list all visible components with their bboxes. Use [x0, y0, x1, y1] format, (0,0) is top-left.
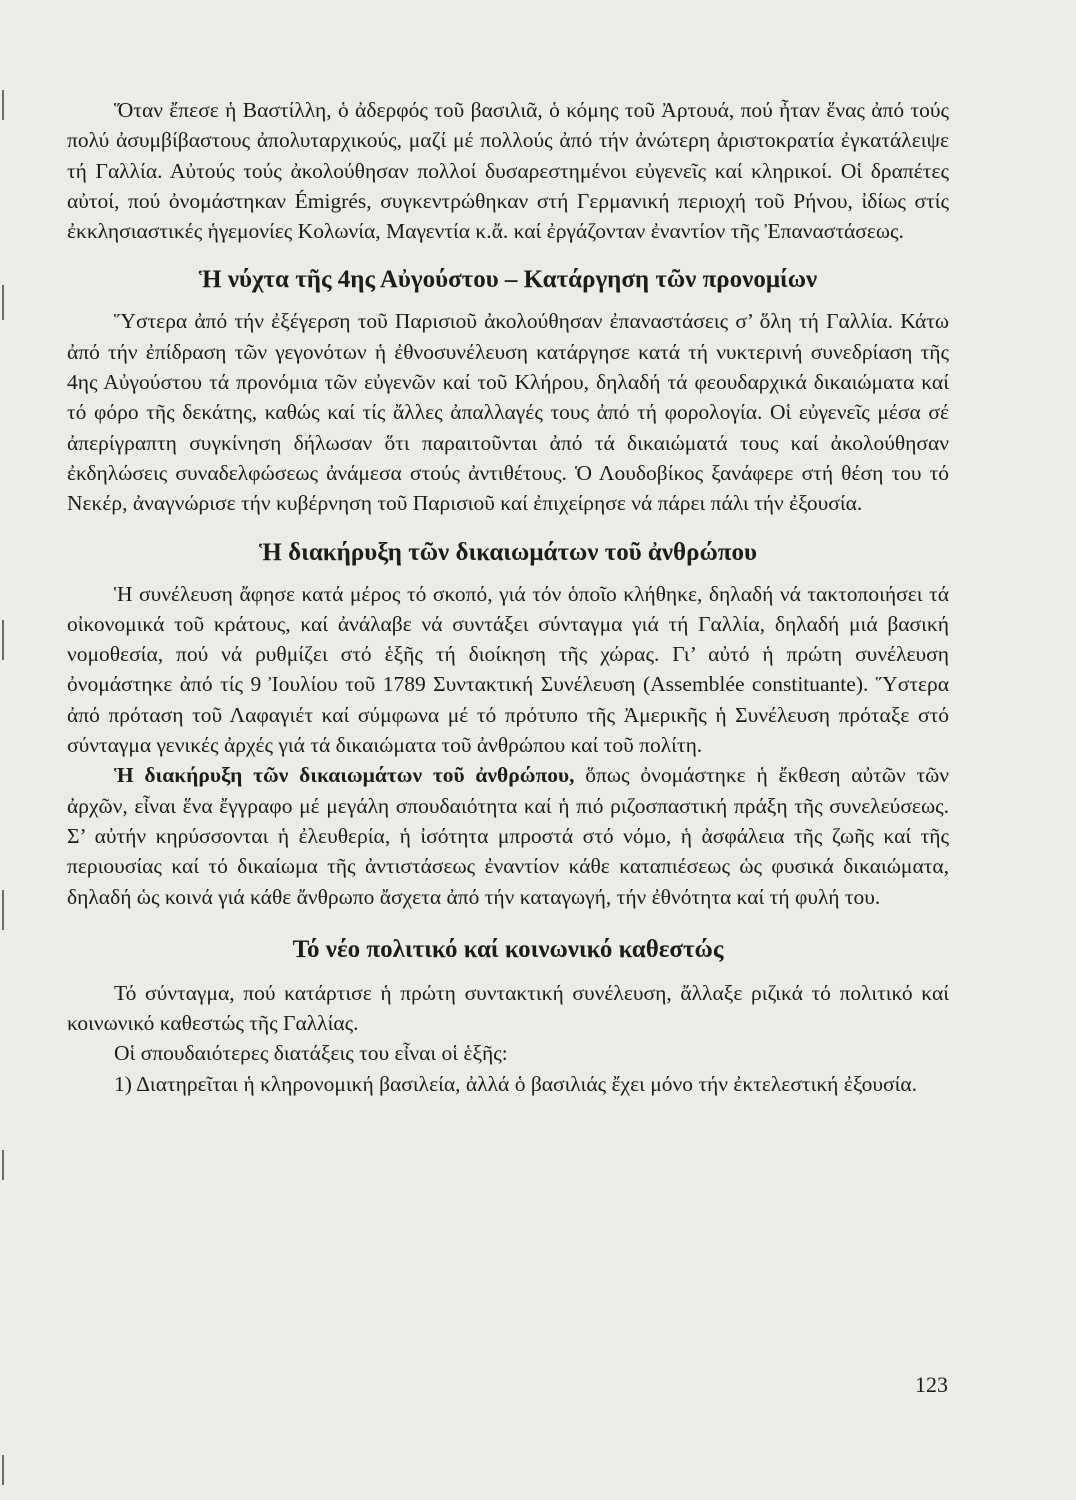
- declaration-description-text: ὅπως ὀνομάστηκε ἡ ἔκθεση αὐτῶν τῶν ἀρχῶν, εἶναι ἕνα ἔγγραφο μέ μεγάλη σπουδαιότητα καί ἡ πιό ριζοσπαστική πράξη τῆς συνελεύσεως. Σ’ αὐτήν κηρύσσονται ἡ ἐλευθερία, ἡ ἰσότητα μπροστά στό νόμο, ἡ ἀσφάλεια τῆς ζωῆς καί τῆς περιουσίας καί τό δικαίωμα τῆς ἀντιστάσεως ἐναντίον κάθε καταπιέσεως ὡς φυσικά δικαιώματα, δηλαδή ὡς κοινά γιά κάθε ἄνθρωπο ἄσχετα ἀπό τήν καταγωγή, τήν ἐθνότητα καί τή φυλή του.: [67, 763, 949, 909]
- paragraph-main-provisions: Οἱ σπουδαιότερες διατάξεις του εἶναι οἱ ἑξῆς:: [114, 1041, 508, 1066]
- paragraph-declaration-description: [67, 760, 949, 911]
- section-heading-new-regime: Τό νέο πολιτικό καί κοινωνικό καθεστώς: [292, 935, 724, 963]
- page-text-body: [67, 95, 949, 1099]
- binding-edge-marks: [0, 0, 8, 1500]
- paragraph-emigres: Ὅταν ἔπεσε ἡ Βαστίλλη, ὁ ἀδερφός τοῦ βασιλιᾶ, ὁ κόμης τοῦ Ἀρτουά, πού ἦταν ἕνας ἀπό τούς πολύ ἀσυμβίβαστους ἀπολυταρχικούς, μαζί μέ πολλούς ἀπό τήν ἀνώτερη ἀριστοκρατία ἐγκατάλειψε τή Γαλλία. Αὐτούς τούς ἀκολούθησαν πολλοί δυσαρεστημένοι εὐγενεῖς καί κληρικοί. Οἱ δραπέτες αὐτοί, πού ὀνομάστηκαν Émigrés, συγκεντρώθηκαν στή Γερμανική περιοχή τοῦ Ρήνου, ἰδίως στίς ἐκκλησιαστικές ἡγεμονίες Κολωνία, Μαγεντία κ.ἄ. καί ἐργάζονταν ἐναντίον τῆς Ἐπαναστάσεως.: [67, 98, 949, 244]
- section-heading-declaration-of-rights: Ἡ διακήρυξη τῶν δικαιωμάτων τοῦ ἀνθρώπου: [259, 538, 757, 566]
- section-heading-night-of-august-4: Ἡ νύχτα τῆς 4ης Αὐγούστου – Κατάργηση τῶν προνομίων: [198, 266, 818, 294]
- paragraph-abolition-of-privileges: Ὕστερα ἀπό τήν ἐξέγερση τοῦ Παρισιοῦ ἀκολούθησαν ἐπαναστάσεις σ’ ὅλη τή Γαλλία. Κάτω ἀπό τήν ἐπίδραση τῶν γεγονότων ἡ ἐθνοσυνέλευση κατάργησε κατά τή νυκτερινή συνεδρίαση τῆς 4ης Αὐγούστου τά προνόμια τῶν εὐγενῶν καί τοῦ Κλήρου, δηλαδή τά φεουδαρχικά δικαιώματα καί τό φόρο τῆς δεκάτης, καθώς καί τίς ἄλλες ἀπαλλαγές τους ἀπό τή φορολογία. Οἱ εὐγενεῖς μέσα σέ ἀπερίγραπτη συγκίνηση δήλωσαν ὅτι παραιτοῦνται ἀπό τά δικαιώματά τους καί ἀκολούθησαν ἐκδηλώσεις συναδελφώσεως ἀνάμεσα στούς ἀντιθέτους. Ὁ Λουδοβίκος ξανάφερε στή θέση του τό Νεκέρ, ἀναγνώρισε τήν κυβέρνηση τοῦ Παρισιοῦ καί ἐπιχείρησε νά πάρει πάλι τήν ἐξουσία.: [67, 309, 949, 516]
- paragraph-constitution-change: Τό σύνταγμα, πού κατάρτισε ἡ πρώτη συντακτική συνέλευση, ἄλλαξε ριζικά τό πολιτικό καί κοινωνικό καθεστώς τῆς Γαλλίας.: [67, 980, 949, 1036]
- paragraph-constituent-assembly: Ἡ συνέλευση ἄφησε κατά μέρος τό σκοπό, γιά τόν ὁποῖο κλήθηκε, δηλαδή νά τακτοποιήσει τά οἰκονομικά τοῦ κράτους, καί ἀνάλαβε νά συντάξει σύνταγμα γιά τή Γαλλία, δηλαδή μιά βασική νομοθεσία, πού νά ρυθμίζει στό ἑξῆς τή διοίκηση τῆς χώρας. Γι’ αὐτό ἡ πρώτη συνέλευση ὀνομάστηκε ἀπό τίς 9 Ἰουλίου τοῦ 1789 Συντακτική Συνέλευση (Assemblée constituante). Ὕστερα ἀπό πρόταση τοῦ Λαφαγιέτ καί σύμφωνα μέ τό πρότυπο τῆς Ἀμερικῆς ἡ Συνέλευση πρόταξε στό σύνταγμα γενικές ἀρχές γιά τά δικαιώματα τοῦ ἀνθρώπου καί τοῦ πολίτη.: [67, 581, 949, 758]
- paragraph-provision-1: 1) Διατηρεῖται ἡ κληρονομική βασιλεία, ἀλλά ὁ βασιλιάς ἔχει μόνο τήν ἐκτελεστική ἐξουσία.: [114, 1071, 918, 1096]
- declaration-title-bold: Ἡ διακήρυξη τῶν δικαιωμάτων τοῦ ἀνθρώπου,: [114, 763, 575, 788]
- page-number: 123: [915, 1372, 948, 1397]
